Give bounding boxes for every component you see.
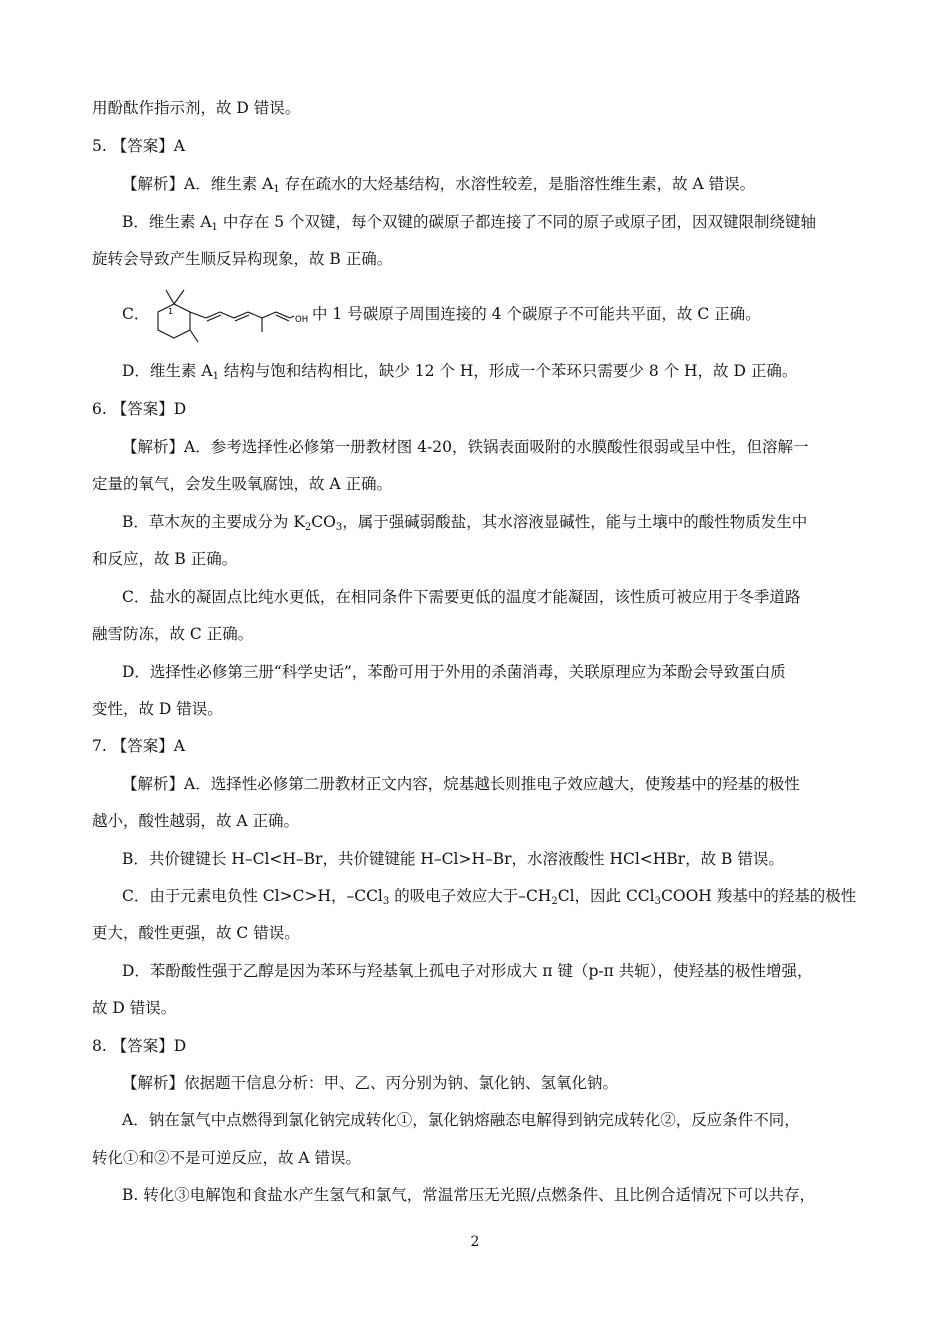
text-line: B. 转化③电解饱和食盐水产生氢气和氯气，常温常压无光照/点燃条件、且比例合适情况下可以共存， <box>122 1186 815 1204</box>
text-line: C．由于元素电负性 Cl>C>H，–CCl$_3$ 的吸电子效应大于$-CH_2Cl$，因此 CCl$_3$COOH 羧基中的羟基的极性 <box>122 887 857 907</box>
text-line: 融雪防冻，故 C 正确。 <box>92 625 254 643</box>
answer-8: 8. 【答案】D <box>92 1037 187 1055</box>
text-line: 用酚酞作指示剂，故 D 错误。 <box>92 99 301 117</box>
answer-6: 6. 【答案】D <box>92 400 187 418</box>
text-line: 更大，酸性更强，故 C 错误。 <box>92 924 300 942</box>
text-line: D．选择性必修第三册“科学史话”，苯酚可用于外用的杀菌消毒，关联原理应为苯酚会导致蛋白质 <box>122 663 786 681</box>
answer-5: 5. 【答案】A <box>92 137 185 155</box>
text-line: B．共价键键长 H–Cl<H–Br，共价键键能 H–Cl>H–Br，水溶液酸性 HCl<HBr，故 B 错误。 <box>122 850 784 868</box>
vitamin-a1-structure <box>146 284 310 342</box>
text-line: 变性，故 D 错误。 <box>92 700 223 718</box>
text-line: 【解析】依据题干信息分析：甲、乙、丙分别为钠、氯化钠、氢氧化钠。 <box>122 1074 619 1092</box>
text-line: 转化①和②不是可逆反应，故 A 错误。 <box>92 1149 362 1167</box>
text-line: D．苯酚酸性强于乙醇是因为苯环与羟基氧上孤电子对形成大 π 键（p-π 共轭），使羟基的极性增强， <box>122 962 813 980</box>
text-line: 旋转会导致产生顺反异构现象，故 B 正确。 <box>92 250 393 268</box>
text-line: 【解析】A．参考选择性必修第一册教材图 4-20，铁锅表面吸附的水膜酸性很弱或呈中性，但溶解一 <box>122 438 809 456</box>
text-line: 越小，酸性越弱，故 A 正确。 <box>92 812 300 830</box>
text-line: A．钠在氯气中点燃得到氯化钠完成转化①，氯化钠熔融态电解得到钠完成转化②，反应条件不同， <box>122 1111 800 1129</box>
answer-7: 7. 【答案】A <box>92 737 185 755</box>
text-line: 定量的氧气，会发生吸氧腐蚀，故 A 正确。 <box>92 475 393 493</box>
text-line: 故 D 错误。 <box>92 999 177 1017</box>
text-line: C． <box>122 305 150 323</box>
text-line: 【解析】A．选择性必修第二册教材正文内容，烷基越长则推电子效应越大，使羧基中的羟基的极性 <box>122 775 800 793</box>
text-line: 【解析】A．维生素 $A_1$ 存在疏水的大烃基结构，水溶性较差，是脂溶性维生素，故 A 错误。 <box>122 175 756 195</box>
text-line: 中 1 号碳原子周围连接的 4 个碳原子不可能共平面，故 C 正确。 <box>312 305 761 323</box>
text-line: C．盐水的凝固点比纯水更低，在相同条件下需要更低的温度才能凝固，该性质可被应用于冬季道路 <box>122 588 801 606</box>
text-line: 和反应，故 B 正确。 <box>92 550 238 568</box>
page-number: 2 <box>470 1234 480 1250</box>
text-line: D．维生素 $A_1$ 结构与饱和结构相比，缺少 12 个 H，形成一个苯环只需要少 8 个 H，故 D 正确。 <box>122 362 798 382</box>
atom-number-label: 1 <box>168 307 174 316</box>
hydroxyl-label: OH <box>295 315 309 325</box>
text-line: B．维生素 $A_1$ 中存在 5 个双键，每个双键的碳原子都连接了不同的原子或原子团，因双键限制绕键轴 <box>122 213 817 233</box>
text-line: B．草木灰的主要成分为 $K_2CO_3$，属于强碱弱酸盐，其水溶液显碱性，能与土壤中的酸性物质发生中 <box>122 513 808 533</box>
